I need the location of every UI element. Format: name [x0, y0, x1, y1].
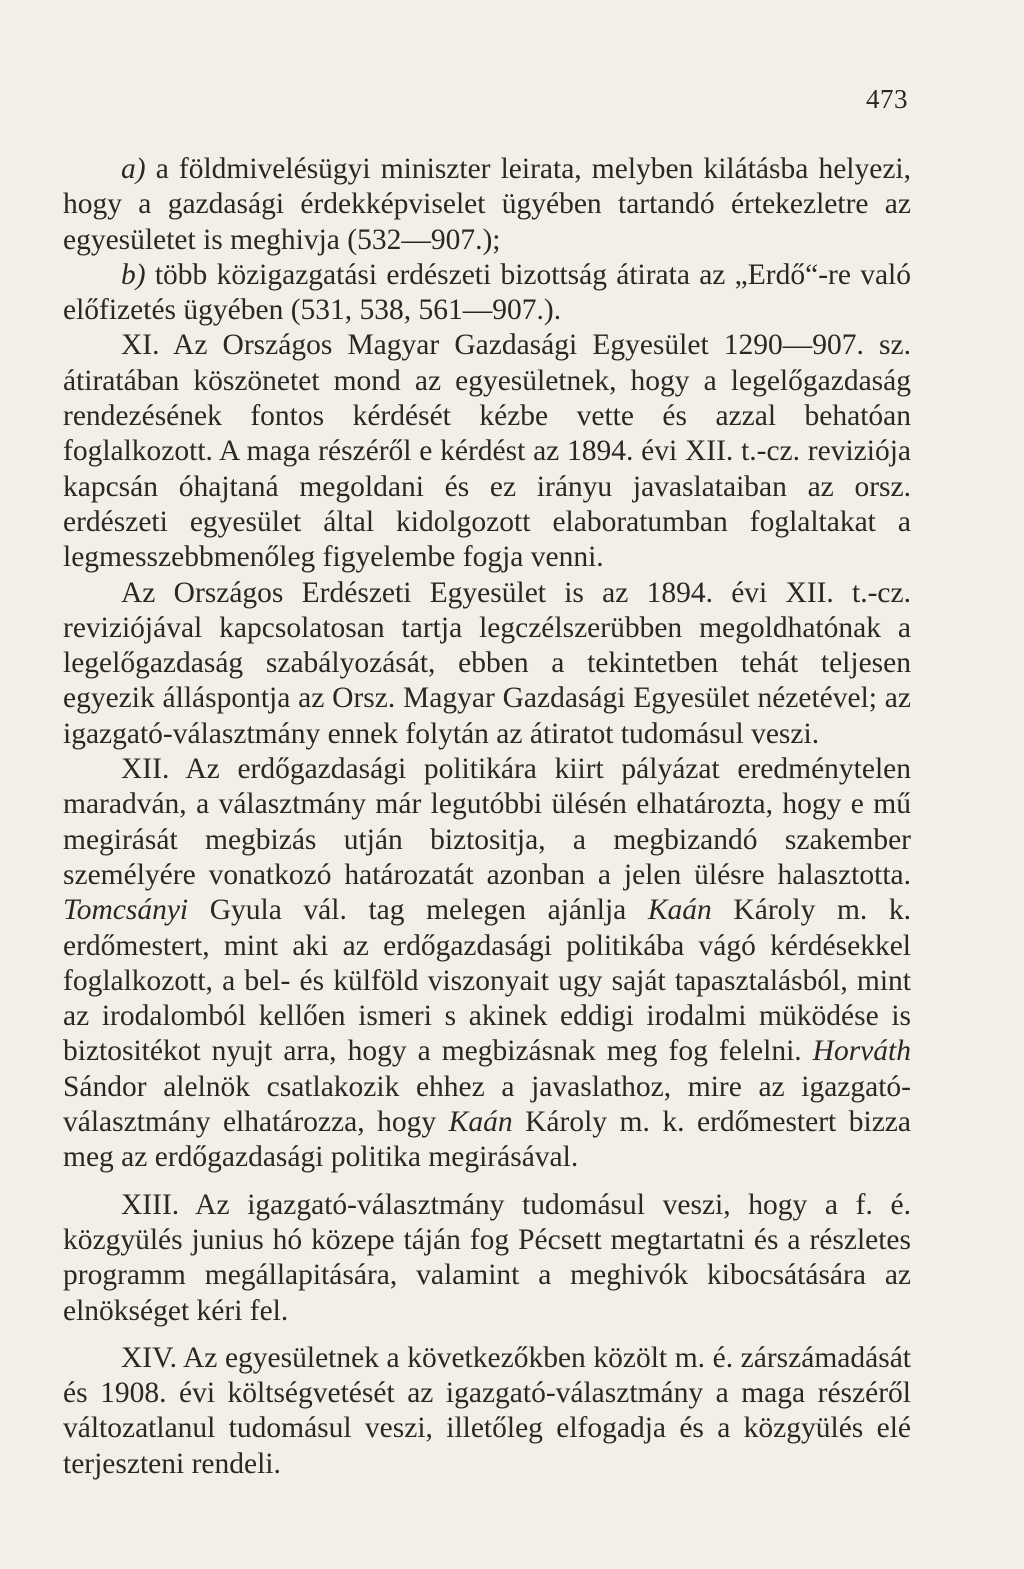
item-a-text: a földmivelésügyi miniszter leirata, melyben kilátásba helyezi, hogy a gazdasági érdekképviselet ügyében tartandó értekezletre az egyesületet is meghivja (532—907.);: [63, 153, 911, 256]
page-number: 473: [866, 84, 908, 114]
person-name-tomcsanyi: Tomcsányi: [63, 894, 189, 927]
item-b-text: több közigazgatási erdészeti bizottság átirata az „Erdő“-re való előfizetés ügyében (531, 538, 561—907.).: [63, 258, 911, 327]
section-xii-text-1: XII. Az erdőgazdasági politikára kiirt pályázat eredménytelen maradván, a választmány már legutóbbi ülésén elhatározta, hogy e mű megirását megbizás utján biztositja, a megbizandó szakember személyére vonatkozó határozatát azonban a jelen ülésre halasztotta.: [63, 753, 911, 891]
item-b-paragraph: [63, 258, 911, 329]
person-name-kaan: Kaán: [647, 894, 712, 927]
section-xiii-paragraph: XIII. Az igazgató-választmány tudomásul veszi, hogy a f. é. közgyülés junius hó közepe táján fog Pécsett megtartatni és a részletes programm megállapitására, valamint a meghivók kibocsátására az elnökséget kéri fel.: [63, 1188, 911, 1327]
section-xi-continuation-paragraph: Az Országos Erdészeti Egyesület is az 1894. évi XII. t.-cz. reviziójával kapcsolatosan tartja legczélszerübben megoldhatónak a legelőgazdaság szabályozását, ebben a tekintetben tehát teljesen egyezik álláspontja az Orsz. Magyar Gazdasági Egyesület nézetével; az igazgató-választmány ennek folytán az átiratot tudomásul veszi.: [63, 576, 911, 750]
section-xii-text-5: Károly m. k. erdőmestert bizza meg az erdőgazdasági politika megirásával.: [63, 1106, 911, 1174]
person-name-kaan-2: Kaán: [448, 1106, 513, 1139]
section-xii-paragraph: [63, 752, 911, 1176]
item-a-paragraph: [63, 152, 911, 258]
section-xi-paragraph: XI. Az Országos Magyar Gazdasági Egyesület 1290—907. sz. átiratában köszönetet mond az egyesületnek, hogy a legelőgazdaság rendezésének fontos kérdését kézbe vette és azzal behatóan foglalkozott. A maga részéről e kérdést az 1894. évi XII. t.-cz. reviziója kapcsán óhajtaná megoldani és ez irányu javaslataiban az orsz. erdészeti egyesület által kidolgozott elaboratumban foglaltakat a legmesszebbmenőleg figyelembe fogja venni.: [63, 329, 911, 574]
section-xiv-paragraph: XIV. Az egyesületnek a következőkben közölt m. é. zárszámadását és 1908. évi költségvetését az igazgató-választmány a maga részéről változatlanul tudomásul veszi, illetőleg elfogadja és a közgyülés elé terjeszteni rendeli.: [63, 1341, 911, 1480]
section-xii-text-3: Károly m. k. erdőmestert, mint aki az erdőgazdasági politikába vágó kérdésekkel foglalkozott, a bel- és külföld viszonyait ugy saját tapasztalásból, mint az irodalomból kellően ismeri s akinek eddigi irodalmi müködése is biztositékot nyujt arra, hogy a megbizásnak meg fog felelni.: [63, 894, 911, 1068]
item-b-label: b): [121, 258, 146, 291]
item-a-label: a): [121, 153, 146, 185]
person-name-horvath: Horváth: [812, 1035, 911, 1068]
section-xii-text-2: Gyula vál. tag melegen ajánlja: [188, 894, 648, 927]
body-text: [63, 152, 911, 1482]
section-xii-text-4: Sándor alelnök csatlakozik ehhez a javaslathoz, mire az igazgató-választmány elhatározza, hogy: [63, 1070, 911, 1139]
